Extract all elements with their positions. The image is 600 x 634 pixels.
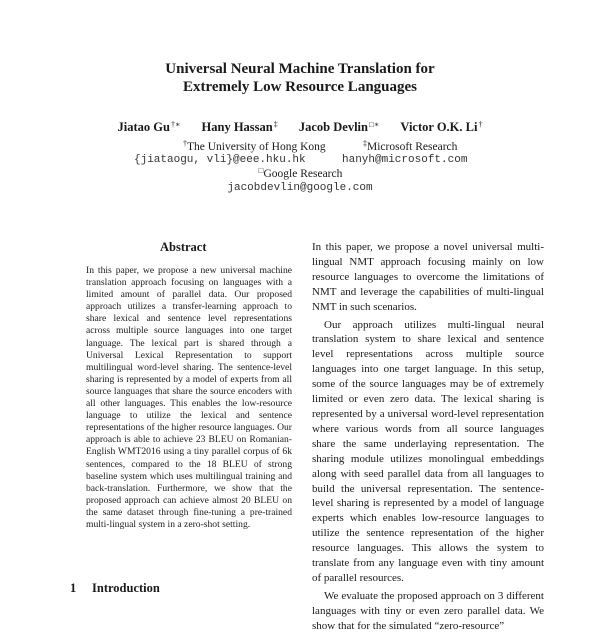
affiliation-hku: †The University of Hong Kong bbox=[183, 139, 326, 153]
right-column bbox=[312, 240, 544, 634]
author-list bbox=[0, 120, 600, 135]
title-line-2: Extremely Low Resource Languages bbox=[182, 79, 417, 95]
abstract-text: In this paper, we propose a new universal machine translation approach focusing on languages with a limited amount of parallel data. Our proposed approach utilizes a transfer-learning approach to share lexical and sentence level representations across multiple source languages into one target language. The lexical part is shared through a Universal Lexical Representation to support multilingual word-level sharing. The sentence-level sharing is represented by a model of experts from all source languages that share the source encoders with all other languages. This enables the low-resource language to utilize the lexical and sentence representations of the higher resource languages. Our approach is able to achieve 23 BLEU on Romanian-English WMT2016 using a tiny parallel corpus of 6k sentences, compared to the 18 BLEU of strong baseline system which uses multilingual training and back-translation. Furthermore, we show that the proposed approach can achieve almost 20 BLEU on the same dataset through fine-tuning a pre-trained multi-lingual system in a zero-shot setting. bbox=[86, 265, 292, 530]
title-line-1: Universal Neural Machine Translation for bbox=[165, 61, 435, 77]
paragraph: We evaluate the proposed approach on 3 different languages with tiny or even zero parallel data. We show that for the simulated “zero-resource” bbox=[312, 589, 544, 632]
affiliation-ms: ‡Microsoft Research bbox=[363, 139, 458, 153]
abstract-heading: Abstract bbox=[160, 240, 207, 254]
email-ms: hanyh@microsoft.com bbox=[342, 154, 468, 166]
paragraph: Our approach utilizes multi-lingual neural translation system to share lexical and sentence level representations across multiple source languages into one target language. In this setup, some of the source languages may be of extremely limited or even zero data. The lexical sharing is represented by a universal word-level representation where various words from all source languages share the same underlaying representation. The sharing module utilizes monolingual embeddings along with seed parallel data from all languages to build the universal representation. The sentence-level sharing is represented by a model of language experts which enables low-resource languages to utilize the sentence representation of the higher resource languages. This allows the system to translate from any language even with tiny amount of parallel resources. bbox=[312, 318, 544, 584]
section-title: Introduction bbox=[92, 581, 160, 595]
author: Jacob Devlin□∗ bbox=[298, 120, 380, 134]
section-heading bbox=[70, 581, 160, 596]
paragraph: In this paper, we propose a novel universal multi-lingual NMT approach focusing mainly on low resource languages to overcome the limitations of NMT and leverage the capabilities of multi-lingual NMT in such scenarios. bbox=[312, 241, 544, 313]
affiliation-google: □Google Research bbox=[258, 166, 343, 180]
email-google: jacobdevlin@google.com bbox=[227, 182, 373, 194]
paper-title bbox=[0, 60, 600, 96]
email-hku: {jiataogu, vli}@eee.hku.hk bbox=[134, 154, 306, 166]
author: Jiatao Gu†∗ bbox=[117, 120, 181, 134]
section-number: 1 bbox=[70, 581, 77, 595]
author: Hany Hassan‡ bbox=[201, 120, 278, 134]
author: Victor O.K. Li† bbox=[400, 120, 483, 134]
